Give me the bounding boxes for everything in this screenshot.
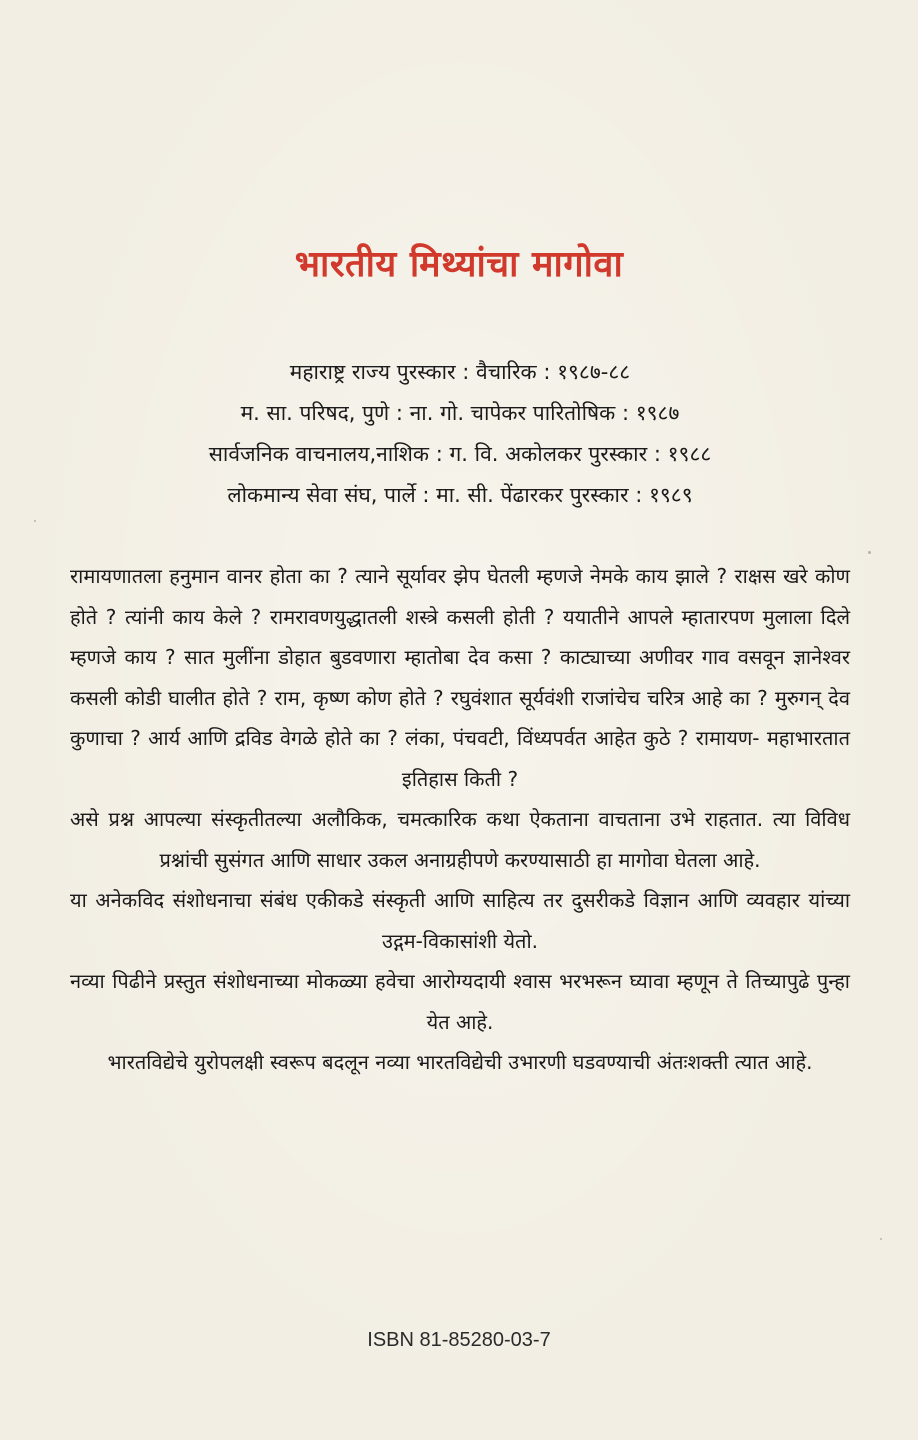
paper-speck: [880, 1238, 882, 1240]
paper-speck: [868, 551, 871, 554]
award-line: लोकमान्य सेवा संघ, पार्ले : मा. सी. पेंढारकर पुरस्कार : १९८९: [227, 483, 693, 507]
award-line: महाराष्ट्र राज्य पुरस्कार : वैचारिक : १९८७-८८: [289, 360, 631, 384]
book-title: भारतीय मिथ्यांचा मागोवा: [294, 244, 624, 285]
blurb-paragraph: नव्या पिढीने प्रस्तुत संशोधनाच्या मोकळ्या हवेचा आरोग्यदायी श्वास भरभरून घ्यावा म्हणून ते तिच्यापुढे पुन्हा येत आहे.: [70, 969, 850, 1034]
paper-speck: [34, 520, 36, 522]
award-line: सार्वजनिक वाचनालय,नाशिक : ग. वि. अकोलकर पुरस्कार : १९८८: [208, 442, 712, 466]
isbn: ISBN 81-85280-03-7: [367, 1329, 551, 1351]
award-line: म. सा. परिषद, पुणे : ना. गो. चापेकर पारितोषिक : १९८७: [240, 401, 680, 425]
blurb-paragraph: भारतविद्येचे युरोपलक्षी स्वरूप बदलून नव्या भारतविद्येची उभारणी घडवण्याची अंतःशक्ती त्यात आहे.: [107, 1050, 813, 1074]
blurb-questions: रामायणातला हनुमान वानर होता का ? त्याने सूर्यावर झेप घेतली म्हणजे नेमके काय झाले ? राक्षस खरे कोण होते ? त्यांनी काय केले ? रामरावणयुद्धातली शस्त्रे कसली होती ? ययातीने आपले म्हातारपण मुलाला दिले म्हणजे काय ? सात मुलींना डोहात बुडवणारा म्हातोबा देव कसा ? काट्याच्या अणीवर गाव वसवून ज्ञानेश्वर कसली कोडी घालीत होते ? राम, कृष्ण कोण होते ? रघुवंशात सूर्यवंशी राजांचेच चरित्र आहे का ? मुरुगन् देव कुणाचा ? आर्य आणि द्रविड वेगळे होते का ? लंका, पंचवटी, विंध्यपर्वत आहेत कुठे ? रामायण- महाभारतात इतिहास किती ?: [70, 564, 850, 791]
awards-list: [60, 352, 860, 516]
blurb: [70, 556, 850, 1083]
blurb-paragraph: या अनेकविद संशोधनाचा संबंध एकीकडे संस्कृती आणि साहित्य तर दुसरीकडे विज्ञान आणि व्यवहार यांच्या उद्गम-विकासांशी येतो.: [70, 888, 850, 953]
blurb-paragraph: असे प्रश्न आपल्या संस्कृतीतल्या अलौकिक, चमत्कारिक कथा ऐकताना वाचताना उभे राहतात. त्या विविध प्रश्नांची सुसंगत आणि साधार उकल अनाग्रहीपणे करण्यासाठी हा मागोवा घेतला आहे.: [70, 807, 850, 872]
